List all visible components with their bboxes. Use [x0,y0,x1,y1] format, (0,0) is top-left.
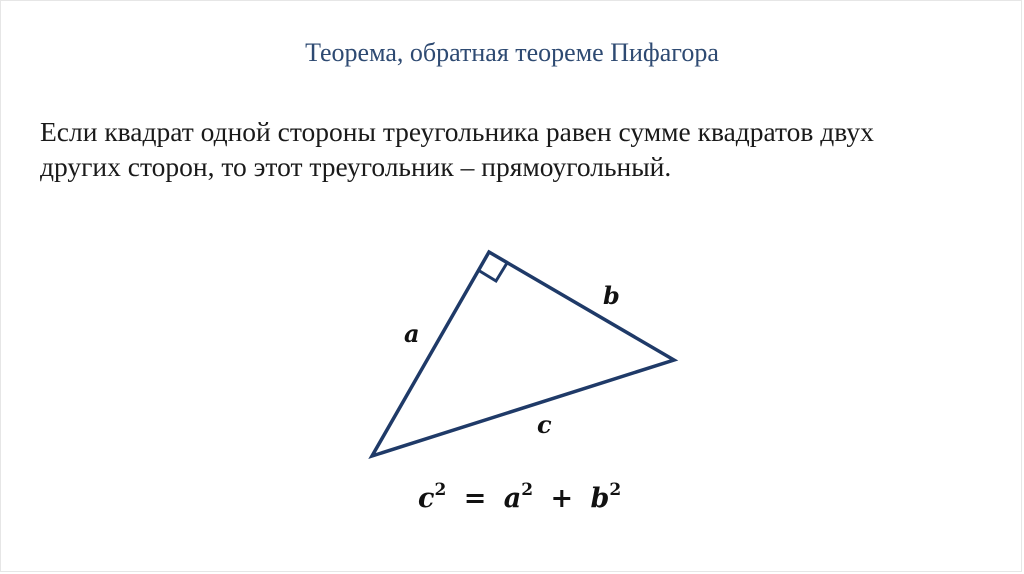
formula-plus: + [550,483,574,514]
side-label-b: b [603,281,620,310]
side-label-a: a [404,319,420,348]
formula-c-exponent: 2 [434,480,447,500]
statement-line-2: других сторон, то этот треугольник – прямоугольный. [40,151,672,182]
formula-b: b [590,483,610,514]
triangle [372,252,674,456]
formula-c: c [418,483,435,514]
formula-b-exponent: 2 [609,480,622,500]
side-label-c: c [537,410,552,439]
pythagorean-formula [418,482,621,512]
formula-a: a [503,483,522,514]
formula-equals: = [463,483,487,514]
slide-title: Теорема, обратная теореме Пифагора [305,38,719,67]
formula-a-exponent: 2 [521,480,534,500]
statement-line-1: Если квадрат одной стороны треугольника равен сумме квадратов двух [40,116,874,147]
